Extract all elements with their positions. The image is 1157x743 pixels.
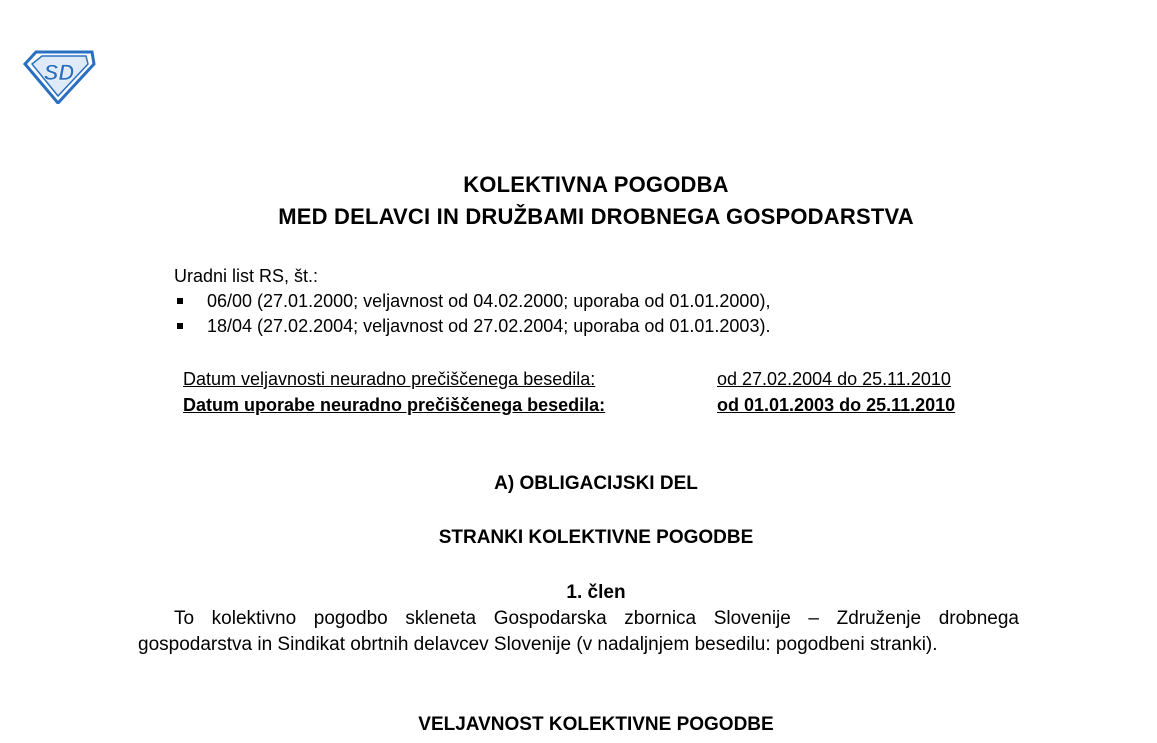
section-heading-part-a: A) OBLIGACIJSKI DEL [494, 473, 698, 494]
gazette-list [174, 289, 770, 339]
gazette-item: 18/04 (27.02.2004; veljavnost od 27.02.2004; uporaba od 01.01.2003). [174, 314, 770, 339]
sd-logo [22, 50, 96, 104]
usage-date-row [183, 392, 955, 418]
document-title-line-2: MED DELAVCI IN DRUŽBAMI DROBNEGA GOSPODARSTVA [278, 204, 914, 229]
official-gazette-block [174, 264, 770, 339]
usage-date-value: od 01.01.2003 do 25.11.2010 [717, 395, 956, 415]
usage-date-label: Datum uporabe neuradno prečiščenega besedila: [183, 395, 606, 415]
gazette-label: Uradni list RS, št.: [174, 266, 319, 286]
validity-date-row [183, 366, 955, 392]
validity-date-value: od 27.02.2004 do 25.11.2010 [717, 369, 951, 389]
validity-date-label: Datum veljavnosti neuradno prečiščenega besedila: [183, 369, 596, 389]
consolidated-dates [183, 366, 955, 418]
gazette-item: 06/00 (27.01.2000; veljavnost od 04.02.2000; uporaba od 01.01.2000), [174, 289, 770, 314]
svg-text:SD: SD [43, 60, 75, 85]
section-heading-validity: VELJAVNOST KOLEKTIVNE POGODBE [418, 714, 774, 735]
document-title-line-1: KOLEKTIVNA POGODBA [463, 172, 729, 197]
sd-shield-logo-icon [22, 50, 96, 104]
article-heading: 1. člen [566, 582, 626, 603]
section-heading-parties: STRANKI KOLEKTIVNE POGODBE [438, 527, 754, 548]
article-paragraph: To kolektivno pogodbo skleneta Gospodarska zbornica Slovenije – Združenje drobnega gospodarstva in Sindikat obrtnih delavcev Slovenije (v nadaljnjem besedilu: pogodbeni stranki). [138, 608, 1019, 655]
